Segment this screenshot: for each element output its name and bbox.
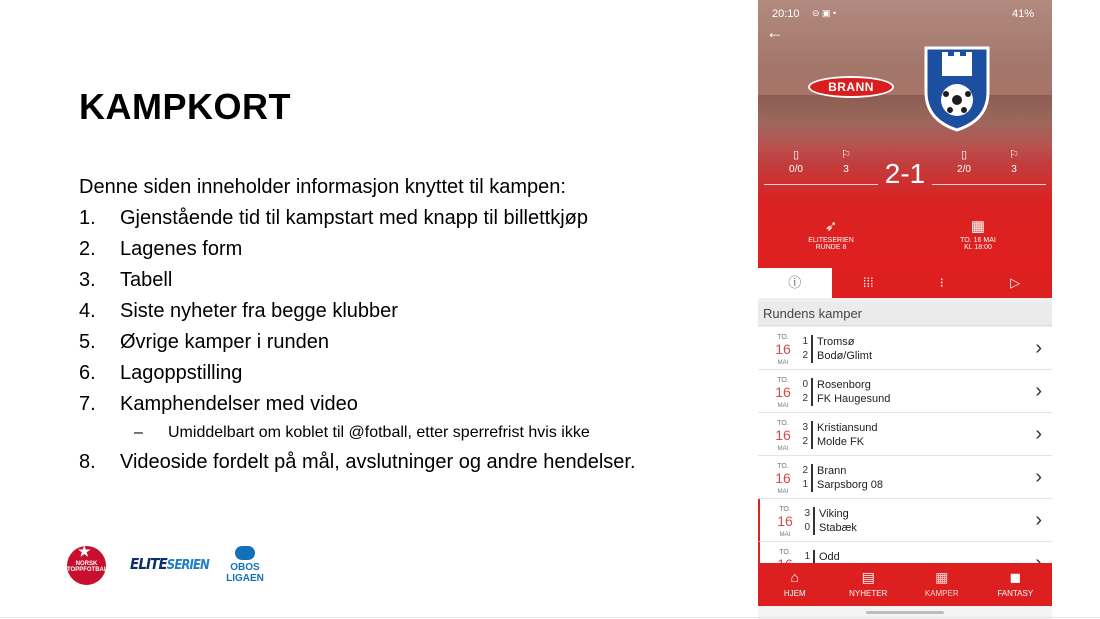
match-date: TO. 16 MAI [775,463,791,495]
battery-indicator: 41% [1011,8,1034,20]
tab-events[interactable] [905,268,979,298]
round-matches-list [758,327,1052,585]
away-corners-stat: ⚐ 3 [984,148,1044,175]
tab-video[interactable] [979,268,1053,298]
match-date: TO. 16 MAI [777,506,793,538]
match-scores: 0 2 [802,379,808,404]
match-score: 2-1 [884,158,926,189]
tab-lineup[interactable] [832,268,906,298]
list-subitem: – Umiddelbart om koblet til @fotball, etter sperrefrist hvis ikke [134,424,590,441]
match-row[interactable] [758,327,1052,370]
nav-news[interactable]: ▤ NYHETER [832,567,906,598]
eliteserien-logo: ELITESERIEN [130,555,209,573]
match-tabs [758,268,1052,298]
card-icon: ▯ [960,149,968,161]
list-item: 1. Gjenstående tid til kampstart med knapp til billettkjøp [79,207,588,229]
match-date: TO. 16 MAI [775,377,791,409]
match-scores: 3 2 [802,422,808,447]
chevron-right-icon: › [1035,380,1042,402]
list-item: 3. Tabell [79,269,173,291]
chevron-right-icon: › [1035,509,1042,531]
boot-icon: ⚐ [841,149,851,161]
list-item: 4. Siste nyheter fra begge klubber [79,300,398,322]
calendar-icon: ▦ [970,218,986,235]
section-title: Rundens kamper [758,302,1052,326]
home-indicator[interactable] [866,611,944,614]
score-row [758,148,1052,188]
bottom-navigation [758,563,1052,606]
kickoff-info: ▦ TO. 16 MAI KL 18:00 [928,217,1028,251]
away-team-crest-icon [922,42,992,132]
home-corners-stat: ⚐ 3 [816,148,876,175]
events-icon: ⁝ [939,275,944,290]
match-date: TO. 16 MAI [775,334,791,366]
away-cards-stat: ▯ 2/0 [934,148,994,175]
match-date: TO. 16 MAI [775,420,791,452]
match-teams: Kristiansund Molde FK [817,422,878,448]
slide-divider [0,617,1100,618]
fantasy-icon: ◼ [1009,569,1022,585]
match-teams: Rosenborg FK Haugesund [817,379,891,405]
home-team-logo: BRANN [808,76,894,98]
match-scores: 1 2 [802,336,808,361]
match-row[interactable] [758,499,1052,542]
match-teams: Odd [819,551,840,563]
nav-matches[interactable]: ▦ KAMPER [905,567,979,598]
match-teams: Brann Sarpsborg 08 [817,465,884,491]
chevron-right-icon: › [1035,423,1042,445]
league-info: ➶ ELITESERIEN RUNDE 8 [781,217,881,251]
chevron-right-icon: › [1035,337,1042,359]
match-teams: Tromsø Bodø/Glimt [817,336,873,362]
norsk-toppfotball-logo: ★ NORSK TOPPFOTBALL [67,546,106,585]
boot-icon: ⚐ [1009,149,1019,161]
match-row[interactable] [758,456,1052,499]
slide-intro: Denne siden inneholder informasjon knyttet til kampen: [79,176,566,198]
list-item: 5. Øvrige kamper i runden [79,331,329,353]
calendar-icon: ▦ [935,569,949,585]
match-header: 20:10 ⊝ ▣ • 41% ← BRANN ▯ 0/0 ⚐ 3 2-1 ▯ 2/0 ⚐ 3 ➶ ELITESERIEN RUNDE 8 ▦ TO. 16 MAI KL 18:00 [758,0,1052,268]
home-icon: ⌂ [790,569,799,585]
info-icon: ⓘ [788,275,802,290]
obos-ligaen-logo: OBOS LIGAEN [225,546,265,584]
chevron-right-icon: › [1035,466,1042,488]
eliteserien-icon: ➶ [824,218,838,235]
slide-title: KAMPKORT [79,86,291,127]
match-scores: 2 1 [802,465,808,490]
feature-list [79,207,719,482]
match-scores: 1 [804,551,810,562]
lineup-icon: ⁞⁞⁞ [862,275,874,290]
back-arrow-icon[interactable]: ← [766,22,784,42]
play-icon: ▷ [1010,275,1021,290]
obos-badge-icon [235,546,255,560]
stat-divider [764,184,878,185]
list-item: 2. Lagenes form [79,238,243,260]
match-scores: 3 0 [804,508,810,533]
match-date: TO. [779,549,791,556]
list-item: 7. Kamphendelser med video [79,393,358,415]
match-row[interactable] [758,370,1052,413]
match-row[interactable] [758,413,1052,456]
home-cards-stat: ▯ 0/0 [766,148,826,175]
stat-divider [932,184,1046,185]
nav-fantasy[interactable]: ◼ FANTASY [979,567,1053,598]
phone-screen [758,0,1052,619]
list-item: 8. Videoside fordelt på mål, avslutninger og andre hendelser. [79,451,636,473]
news-icon: ▤ [861,569,875,585]
star-icon: ★ [78,543,91,559]
nav-home[interactable]: ⌂ HJEM [758,567,832,598]
stadium-background [758,95,1052,145]
tab-info[interactable] [758,268,832,298]
card-icon: ▯ [792,149,800,161]
match-teams: Viking Stabæk [819,508,857,534]
list-item: 6. Lagoppstilling [79,362,243,384]
